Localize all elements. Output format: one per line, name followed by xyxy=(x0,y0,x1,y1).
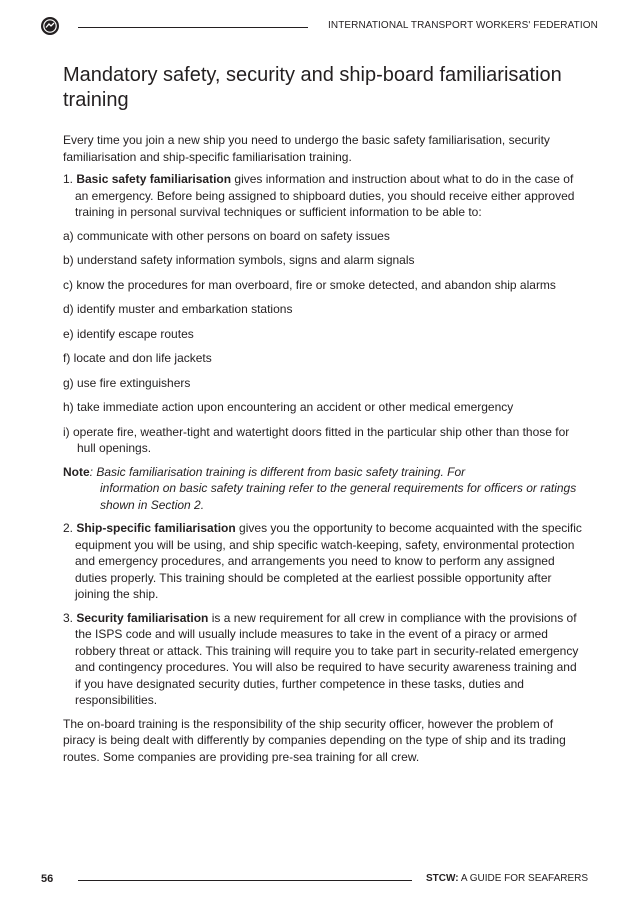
sub-item-e: e) identify escape routes xyxy=(63,326,194,341)
note-paragraph: Note: Basic familiarisation training is different from basic safety training. For information on basic safety training refer to the general requirements for officers or ratings shown in Section 2. xyxy=(63,464,577,512)
header-rule xyxy=(78,27,308,28)
sub-item-a: a) communicate with other persons on board on safety issues xyxy=(63,228,390,243)
sub-item-d: d) identify muster and embarkation stations xyxy=(63,302,293,316)
sub-item-g: g) use fire extinguishers xyxy=(63,375,191,390)
footer-publication-title: STCW: A GUIDE FOR SEAFARERS xyxy=(426,873,589,884)
note-label: Note xyxy=(63,464,90,479)
list-item-ship-specific: 2. Ship-specific familiarisation gives you the opportunity to become acquainted with the specific equipment you will be using, and ship specific watch-keeping, safety, environmental protection and emergency procedures, and arrangements you need to know to perform any assigned duties properly. This training should be completed at the earliest possible opportunity after joining the ship. xyxy=(63,521,582,601)
sub-item-c: c) know the procedures for man overboard, fire or smoke detected, and abandon ship alarms xyxy=(63,277,556,292)
list-item-basic-safety: 1. Basic safety familiarisation gives information and instruction about what to do in the case of an emergency. Before being assigned to shipboard duties, you should receive either approved training in personal survival techniques or sufficient information to be able to: xyxy=(63,172,575,219)
sub-item-i: i) operate fire, weather-tight and watertight doors fitted in the particular ship other than those for hull openings. xyxy=(63,424,570,455)
closing-paragraph: The on-board training is the responsibility of the ship security officer, however the problem of piracy is being dealt with differently by companies depending on the type of ship and its trading routes. Some companies are providing pre-sea training for all crew. xyxy=(63,716,566,764)
itf-logo-icon xyxy=(41,17,59,35)
page-number: 56 xyxy=(41,873,54,885)
sub-item-h: h) take immediate action upon encountering an accident or other medical emergency xyxy=(63,400,514,414)
sub-item-b: b) understand safety information symbols, signs and alarm signals xyxy=(63,253,415,267)
list-item-heading: Ship-specific familiarisation xyxy=(76,521,236,535)
list-item-heading: Security familiarisation xyxy=(76,610,209,625)
body-content xyxy=(63,132,583,765)
list-item-heading: Basic safety familiarisation xyxy=(76,172,232,186)
list-item-security: 3. Security familiarisation is a new requirement for all crew in compliance with the provisions of the ISPS code and will usually include measures to take in the event of a piracy or armed robbery threat or attack. This training will require you to take part in security-related emergency and contingency procedures. You will also be required to have security awareness training and if you have designated security duties, further competence in these tasks, duties and responsibilities. xyxy=(63,610,579,707)
sub-item-f: f) locate and don life jackets xyxy=(63,351,212,365)
footer-rule xyxy=(78,880,412,881)
page-title: Mandatory safety, security and ship-board familiarisation training xyxy=(63,64,562,111)
intro-paragraph: Every time you join a new ship you need to undergo the basic safety familiarisation, security familiarisation and ship-specific familiarisation training. xyxy=(63,133,550,164)
header-org-name: INTERNATIONAL TRANSPORT WORKERS' FEDERATION xyxy=(328,20,598,31)
